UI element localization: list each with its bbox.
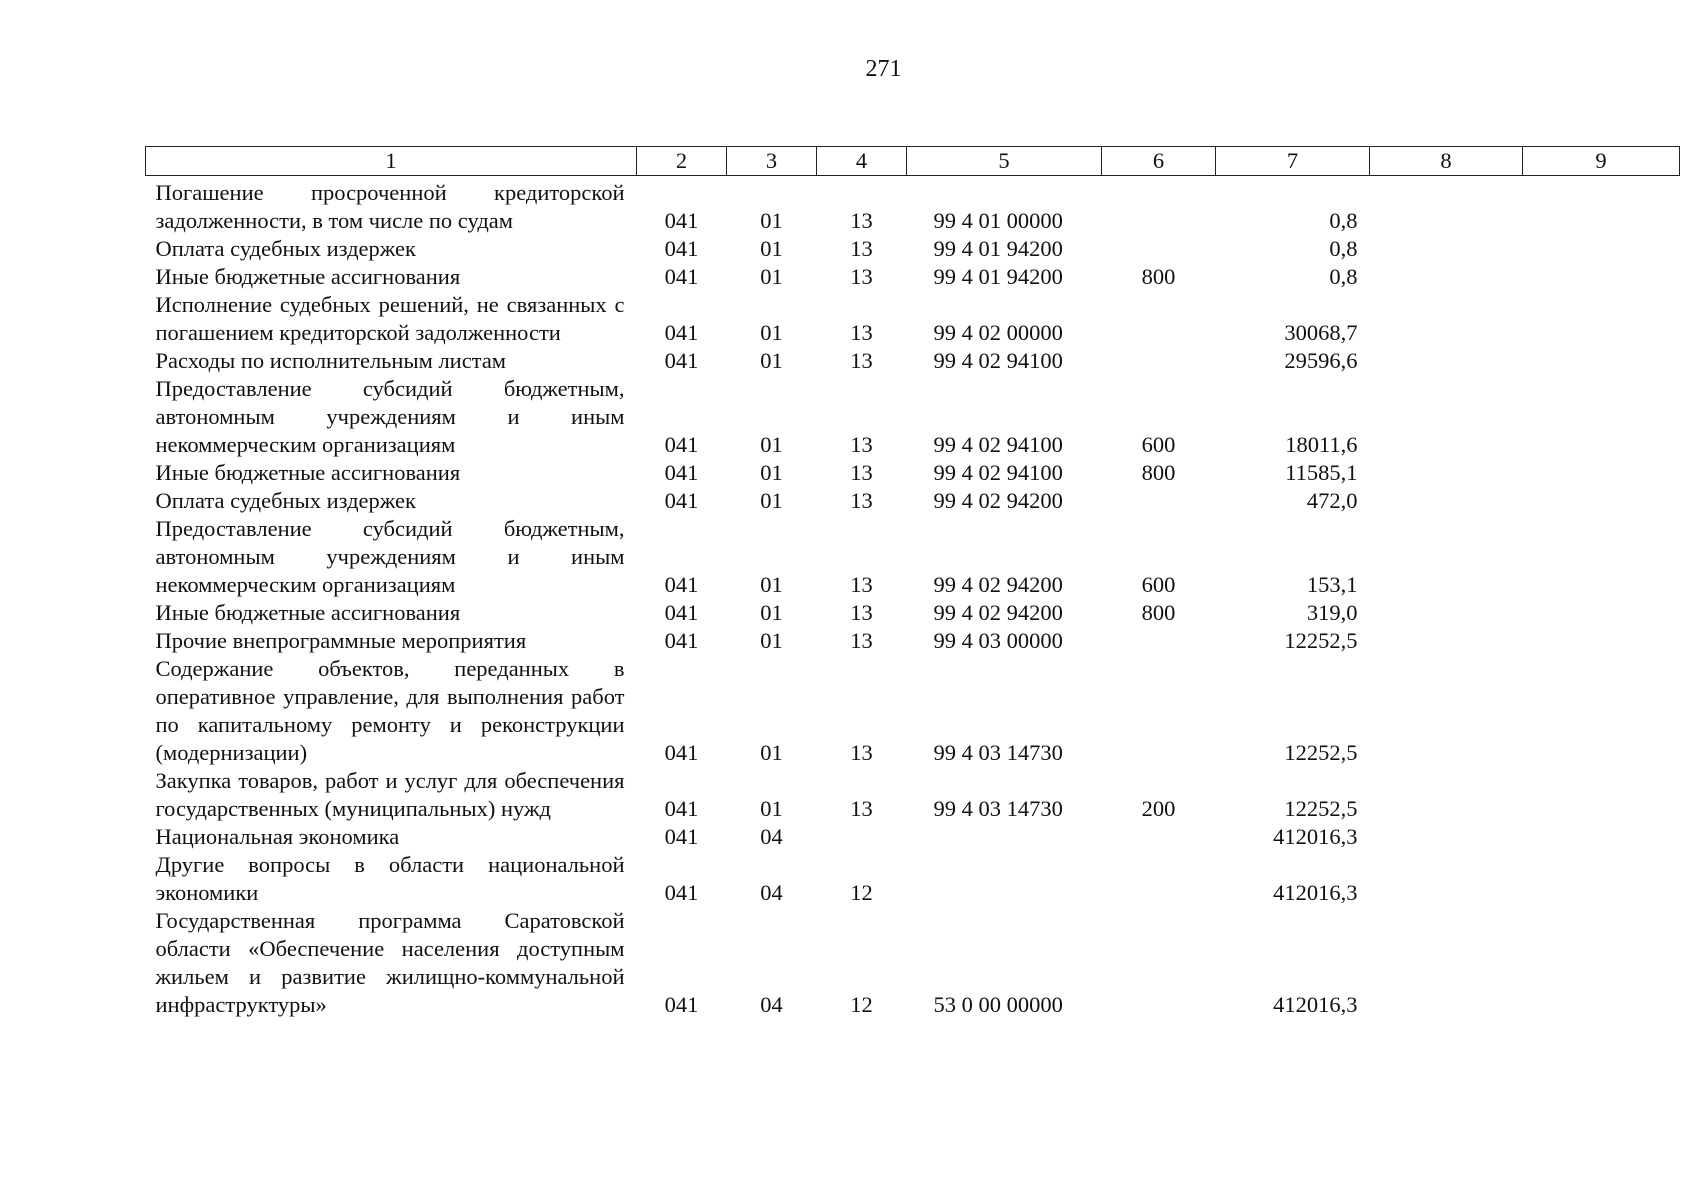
- row-col-2: 041: [664, 348, 699, 373]
- page-number: 271: [865, 56, 902, 82]
- header-col-9: 9: [1523, 147, 1680, 176]
- table-row: [146, 176, 1680, 236]
- row-col-6: [1102, 851, 1216, 907]
- row-col-6: [1102, 235, 1216, 263]
- row-col-3: 01: [760, 320, 783, 345]
- row-col-4: 13: [850, 432, 873, 457]
- row-col-9: [1523, 599, 1680, 627]
- row-col-7: 472,0: [1306, 488, 1358, 513]
- row-col-5: 99 4 02 94100: [933, 460, 1063, 485]
- row-col-6: [1102, 487, 1216, 515]
- row-col-4: [817, 823, 907, 851]
- row-col-8: [1370, 176, 1523, 236]
- row-col-4: 13: [850, 628, 873, 653]
- row-col-9: [1523, 291, 1680, 347]
- row-description: Государственная программа Саратовской области «Обеспечение населения доступным жильем и развитие жилищно-коммунальной инфраструктуры»: [155, 908, 625, 1017]
- header-col-3: 3: [727, 147, 817, 176]
- row-col-8: [1370, 599, 1523, 627]
- row-col-4: 13: [850, 236, 873, 261]
- row-description: Расходы по исполнительным листам: [155, 348, 507, 373]
- row-col-8: [1370, 851, 1523, 907]
- row-col-5: 99 4 02 94100: [933, 432, 1063, 457]
- row-col-7: 412016,3: [1273, 992, 1358, 1017]
- row-col-8: [1370, 487, 1523, 515]
- row-description: Оплата судебных издержек: [155, 488, 416, 513]
- row-col-6: [1102, 347, 1216, 375]
- table-row: [146, 291, 1680, 347]
- header-col-4: 4: [817, 147, 907, 176]
- row-col-9: [1523, 487, 1680, 515]
- row-col-5: 99 4 03 14730: [933, 740, 1063, 765]
- table-row: [146, 487, 1680, 515]
- row-col-6: 600: [1141, 432, 1176, 457]
- row-col-2: 041: [664, 208, 699, 233]
- row-col-6: 200: [1141, 796, 1176, 821]
- row-col-7: 12252,5: [1284, 740, 1358, 765]
- row-col-5: [907, 823, 1102, 851]
- row-col-9: [1523, 459, 1680, 487]
- row-col-3: 01: [760, 796, 783, 821]
- table-row: [146, 655, 1680, 767]
- row-col-5: 99 4 01 94200: [933, 264, 1063, 289]
- row-col-2: 041: [664, 572, 699, 597]
- table-row: [146, 627, 1680, 655]
- table-row: [146, 263, 1680, 291]
- row-description: Иные бюджетные ассигнования: [155, 460, 461, 485]
- row-col-2: 041: [664, 740, 699, 765]
- row-col-2: 041: [664, 824, 699, 849]
- table-header: [146, 147, 1680, 176]
- row-col-8: [1370, 627, 1523, 655]
- row-col-3: 01: [760, 488, 783, 513]
- row-col-7: 0,8: [1329, 208, 1358, 233]
- header-col-1: 1: [146, 147, 637, 176]
- row-col-3: 01: [760, 208, 783, 233]
- row-col-9: [1523, 515, 1680, 599]
- row-description: Погашение просроченной кредиторской задолженности, в том числе по судам: [155, 180, 625, 233]
- row-description: Оплата судебных издержек: [155, 236, 416, 261]
- row-col-2: 041: [664, 460, 699, 485]
- row-col-3: 04: [760, 824, 783, 849]
- row-description: Закупка товаров, работ и услуг для обеспечения государственных (муниципальных) нужд: [155, 768, 625, 821]
- row-col-2: 041: [664, 880, 699, 905]
- row-col-6: [1102, 176, 1216, 236]
- row-col-6: [1102, 823, 1216, 851]
- row-col-4: 12: [850, 992, 873, 1017]
- row-col-9: [1523, 655, 1680, 767]
- row-col-9: [1523, 851, 1680, 907]
- row-col-2: 041: [664, 628, 699, 653]
- row-col-7: 0,8: [1329, 236, 1358, 261]
- row-col-9: [1523, 767, 1680, 823]
- row-col-4: 13: [850, 348, 873, 373]
- row-col-9: [1523, 375, 1680, 459]
- header-col-5: 5: [907, 147, 1102, 176]
- row-col-2: 041: [664, 264, 699, 289]
- row-col-7: 12252,5: [1284, 628, 1358, 653]
- row-col-6: 600: [1141, 572, 1176, 597]
- row-col-9: [1523, 235, 1680, 263]
- row-col-7: 412016,3: [1273, 824, 1358, 849]
- row-col-4: 13: [850, 264, 873, 289]
- row-col-3: 04: [760, 880, 783, 905]
- row-col-3: 01: [760, 348, 783, 373]
- row-col-5: 99 4 03 14730: [933, 796, 1063, 821]
- row-col-7: 412016,3: [1273, 880, 1358, 905]
- row-col-4: 13: [850, 740, 873, 765]
- row-col-8: [1370, 655, 1523, 767]
- header-col-2: 2: [637, 147, 727, 176]
- row-col-3: 01: [760, 628, 783, 653]
- table-row: [146, 599, 1680, 627]
- header-col-6: 6: [1102, 147, 1216, 176]
- header-row: [146, 147, 1680, 176]
- row-col-5: 99 4 02 94100: [933, 348, 1063, 373]
- row-col-3: 01: [760, 432, 783, 457]
- row-description: Предоставление субсидий бюджетным, автономным учреждениям и иным некоммерческим организациям: [155, 516, 625, 597]
- row-col-3: 01: [760, 600, 783, 625]
- row-col-6: [1102, 291, 1216, 347]
- row-col-7: 30068,7: [1284, 320, 1358, 345]
- row-col-6: [1102, 655, 1216, 767]
- row-col-7: 153,1: [1306, 572, 1358, 597]
- row-col-9: [1523, 347, 1680, 375]
- row-col-7: 319,0: [1306, 600, 1358, 625]
- table-row: [146, 459, 1680, 487]
- row-description: Иные бюджетные ассигнования: [155, 600, 461, 625]
- row-description: Другие вопросы в области национальной экономики: [155, 852, 625, 905]
- row-col-5: [907, 851, 1102, 907]
- row-col-8: [1370, 375, 1523, 459]
- row-col-5: 99 4 03 00000: [933, 628, 1063, 653]
- row-col-8: [1370, 235, 1523, 263]
- row-col-5: 99 4 02 94200: [933, 600, 1063, 625]
- row-col-3: 04: [760, 992, 783, 1017]
- row-col-7: 12252,5: [1284, 796, 1358, 821]
- header-col-7: 7: [1216, 147, 1370, 176]
- row-description: Содержание объектов, переданных в оперативное управление, для выполнения работ по капитальному ремонту и реконструкции (модернизации): [155, 656, 625, 765]
- table-row: [146, 375, 1680, 459]
- row-col-5: 99 4 02 94200: [933, 572, 1063, 597]
- row-col-9: [1523, 263, 1680, 291]
- row-description: Национальная экономика: [155, 824, 400, 849]
- row-col-8: [1370, 515, 1523, 599]
- row-col-7: 29596,6: [1284, 348, 1358, 373]
- row-col-2: 041: [664, 796, 699, 821]
- row-col-8: [1370, 907, 1523, 1019]
- row-col-9: [1523, 823, 1680, 851]
- row-description: Прочие внепрограммные мероприятия: [155, 628, 527, 653]
- row-col-2: 041: [664, 992, 699, 1017]
- row-col-4: 12: [850, 880, 873, 905]
- row-col-4: 13: [850, 572, 873, 597]
- row-description: Предоставление субсидий бюджетным, автономным учреждениям и иным некоммерческим организациям: [155, 376, 625, 457]
- row-col-5: 99 4 01 94200: [933, 236, 1063, 261]
- row-col-3: 01: [760, 572, 783, 597]
- row-col-2: 041: [664, 488, 699, 513]
- row-col-3: 01: [760, 236, 783, 261]
- table-row: [146, 823, 1680, 851]
- row-col-7: 11585,1: [1285, 460, 1358, 485]
- row-col-2: 041: [664, 320, 699, 345]
- table-row: [146, 235, 1680, 263]
- row-col-6: 800: [1141, 600, 1176, 625]
- row-col-7: 0,8: [1329, 264, 1358, 289]
- row-col-7: 18011,6: [1285, 432, 1358, 457]
- row-col-9: [1523, 176, 1680, 236]
- row-col-2: 041: [664, 600, 699, 625]
- row-col-4: 13: [850, 460, 873, 485]
- table-row: [146, 767, 1680, 823]
- row-col-4: 13: [850, 208, 873, 233]
- row-col-5: 99 4 02 94200: [933, 488, 1063, 513]
- row-col-4: 13: [850, 320, 873, 345]
- row-col-4: 13: [850, 796, 873, 821]
- row-col-2: 041: [664, 236, 699, 261]
- table-row: [146, 347, 1680, 375]
- row-col-5: 99 4 02 00000: [933, 320, 1063, 345]
- row-col-3: 01: [760, 460, 783, 485]
- row-col-6: [1102, 907, 1216, 1019]
- row-col-9: [1523, 627, 1680, 655]
- header-col-8: 8: [1370, 147, 1523, 176]
- row-col-6: 800: [1141, 264, 1176, 289]
- table-row: [146, 907, 1680, 1019]
- row-col-4: 13: [850, 488, 873, 513]
- row-description: Иные бюджетные ассигнования: [155, 264, 461, 289]
- table-body: [146, 176, 1680, 1020]
- row-col-5: 53 0 00 00000: [933, 992, 1063, 1017]
- row-col-8: [1370, 263, 1523, 291]
- row-col-4: 13: [850, 600, 873, 625]
- row-col-8: [1370, 823, 1523, 851]
- table-row: [146, 851, 1680, 907]
- row-col-8: [1370, 291, 1523, 347]
- row-col-5: 99 4 01 00000: [933, 208, 1063, 233]
- row-col-2: 041: [664, 432, 699, 457]
- row-col-6: 800: [1141, 460, 1176, 485]
- row-col-3: 01: [760, 264, 783, 289]
- table-row: [146, 515, 1680, 599]
- row-col-8: [1370, 767, 1523, 823]
- row-description: Исполнение судебных решений, не связанных с погашением кредиторской задолженности: [155, 292, 625, 345]
- row-col-3: 01: [760, 740, 783, 765]
- budget-table: [145, 146, 1680, 1019]
- row-col-8: [1370, 347, 1523, 375]
- row-col-6: [1102, 627, 1216, 655]
- row-col-9: [1523, 907, 1680, 1019]
- row-col-8: [1370, 459, 1523, 487]
